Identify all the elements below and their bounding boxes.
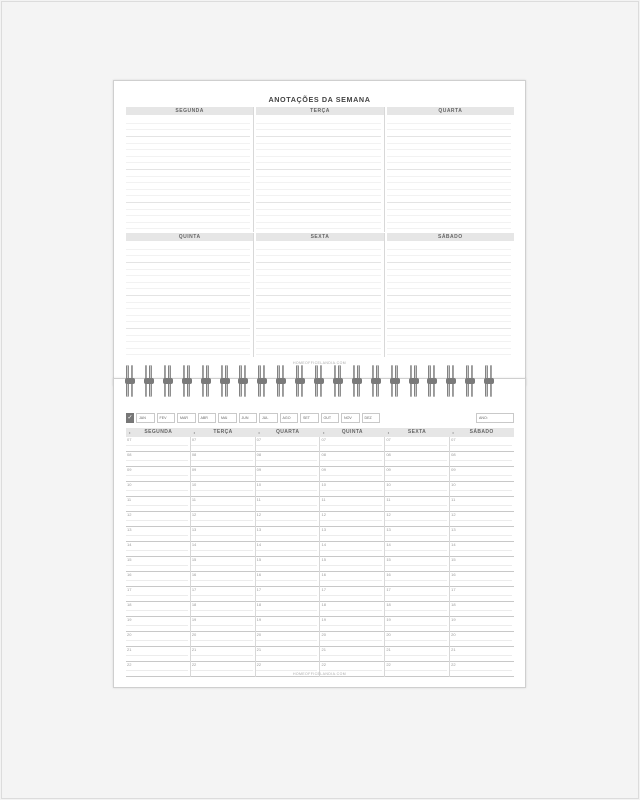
notes-day-header: QUINTA (126, 233, 253, 241)
hour-row[interactable] (320, 482, 384, 497)
hour-label: 13 (127, 527, 132, 532)
hour-row[interactable] (191, 542, 255, 557)
notes-day-header: QUARTA (387, 107, 514, 115)
hour-row[interactable] (126, 512, 190, 527)
hour-row[interactable] (256, 512, 320, 527)
hour-label: 11 (191, 497, 196, 502)
month-list (136, 413, 380, 423)
hour-row[interactable] (256, 527, 320, 542)
hour-row[interactable] (191, 497, 255, 512)
hour-row[interactable] (385, 512, 449, 527)
hour-label: 08 (127, 452, 132, 457)
binding-ring (125, 365, 135, 397)
hour-label: 16 (127, 572, 132, 577)
hour-label: 14 (386, 542, 391, 547)
hour-row[interactable] (191, 452, 255, 467)
hour-row[interactable] (191, 557, 255, 572)
hour-row[interactable] (126, 497, 190, 512)
week-day-header: • QUINTA (320, 428, 385, 437)
notes-column-sabado (387, 233, 514, 357)
hour-row[interactable] (385, 497, 449, 512)
hour-row[interactable] (385, 467, 449, 482)
day-column (450, 437, 514, 677)
hour-row[interactable] (385, 557, 449, 572)
ruled-lines (256, 243, 380, 357)
month-box-mar[interactable]: MAR (177, 413, 196, 423)
hour-row[interactable] (320, 587, 384, 602)
binding-ring (314, 365, 324, 397)
hour-row[interactable] (256, 572, 320, 587)
hour-label: 08 (256, 452, 262, 457)
binding-ring (144, 365, 154, 397)
hour-row[interactable] (126, 572, 190, 587)
hour-row[interactable] (450, 527, 514, 542)
month-box-jun[interactable]: JUN (239, 413, 258, 423)
notes-day-header: TERÇA (256, 107, 383, 115)
notes-row-1 (126, 107, 514, 232)
week-schedule (126, 428, 514, 677)
binding-ring (295, 365, 305, 397)
hour-label: 07 (191, 437, 197, 442)
year-field[interactable]: ANO: (476, 413, 514, 423)
hour-label: 18 (386, 602, 391, 607)
hour-label: 18 (256, 602, 262, 607)
hour-label: 08 (451, 452, 456, 457)
hour-label: 15 (451, 557, 456, 562)
hour-label: 16 (386, 572, 391, 577)
hour-label: 17 (321, 587, 326, 592)
hour-label: 16 (256, 572, 262, 577)
hour-row[interactable] (320, 497, 384, 512)
month-box-set[interactable]: SET (300, 413, 319, 423)
day-column (256, 437, 321, 677)
month-box-mai[interactable]: MAI (218, 413, 237, 423)
hour-row[interactable] (450, 467, 514, 482)
ruled-lines (387, 117, 511, 232)
hour-row[interactable] (320, 542, 384, 557)
check-icon[interactable]: ✓ (127, 415, 133, 421)
hour-label: 15 (386, 557, 391, 562)
binding-ring (163, 365, 173, 397)
hour-row[interactable] (450, 602, 514, 617)
binding-ring (257, 365, 267, 397)
week-day-header: • SEGUNDA (126, 428, 191, 437)
hour-row[interactable] (450, 557, 514, 572)
hour-label: 09 (191, 467, 197, 472)
hour-row[interactable] (256, 632, 320, 647)
month-box-fev[interactable]: FEV (157, 413, 176, 423)
hour-row[interactable] (256, 602, 320, 617)
hour-row[interactable] (320, 557, 384, 572)
hour-label: 18 (451, 602, 456, 607)
notes-day-header: SEXTA (256, 233, 383, 241)
hour-row[interactable] (450, 512, 514, 527)
hour-row[interactable] (450, 482, 514, 497)
notes-row-2 (126, 233, 514, 357)
hour-row[interactable] (126, 587, 190, 602)
hour-row[interactable] (450, 452, 514, 467)
hour-label: 09 (321, 467, 326, 472)
hour-row[interactable] (126, 617, 190, 632)
hour-label: 15 (127, 557, 132, 562)
hour-label: 17 (386, 587, 391, 592)
binding-ring (201, 365, 211, 397)
notes-column-terca (256, 107, 384, 232)
hour-label: 11 (386, 497, 391, 502)
hour-row[interactable] (450, 587, 514, 602)
hour-row[interactable] (385, 587, 449, 602)
hour-row[interactable] (126, 632, 190, 647)
week-day-header: • SEXTA (385, 428, 450, 437)
ruled-lines (126, 117, 250, 232)
hour-label: 20 (256, 632, 262, 637)
hour-label: 15 (191, 557, 197, 562)
planner-page (113, 378, 526, 688)
hour-row[interactable] (320, 647, 384, 662)
hour-row[interactable] (191, 632, 255, 647)
hour-label: 21 (321, 647, 326, 652)
month-box-out[interactable]: OUT (321, 413, 340, 423)
hour-label: 14 (127, 542, 132, 547)
hour-label: 10 (256, 482, 262, 487)
hour-label: 09 (386, 467, 391, 472)
hour-label: 22 (386, 662, 391, 667)
day-column (385, 437, 450, 677)
hour-label: 09 (127, 467, 132, 472)
hour-label: 21 (191, 647, 197, 652)
hour-label: 20 (386, 632, 391, 637)
hour-label: 19 (321, 617, 326, 622)
hour-label: 14 (321, 542, 326, 547)
hour-label: 08 (191, 452, 197, 457)
hour-label: 22 (256, 662, 262, 667)
hour-label: 13 (451, 527, 456, 532)
hour-label: 16 (321, 572, 326, 577)
hour-row[interactable] (320, 602, 384, 617)
hour-row[interactable] (385, 482, 449, 497)
hour-label: 07 (321, 437, 326, 442)
notes-footer-url: HOMEOFFICELANDIA.COM (292, 361, 347, 365)
hour-row[interactable] (191, 587, 255, 602)
month-box-ago[interactable]: AGO (280, 413, 299, 423)
binding-ring (333, 365, 343, 397)
hour-row[interactable] (385, 572, 449, 587)
hour-row[interactable] (450, 617, 514, 632)
hour-label: 19 (256, 617, 262, 622)
week-header (126, 428, 514, 437)
hour-label: 22 (451, 662, 456, 667)
hour-label: 13 (256, 527, 262, 532)
hour-row[interactable] (385, 437, 449, 452)
binding-ring (182, 365, 192, 397)
month-box-jan[interactable]: JAN (136, 413, 155, 423)
notes-column-quinta (126, 233, 254, 357)
hour-row[interactable] (450, 572, 514, 587)
hour-label: 12 (256, 512, 262, 517)
binding-ring (446, 365, 456, 397)
hour-row[interactable] (126, 527, 190, 542)
hour-label: 10 (127, 482, 132, 487)
hour-row[interactable] (126, 452, 190, 467)
hour-row[interactable] (320, 617, 384, 632)
binding-ring (484, 365, 494, 397)
hour-row[interactable] (450, 542, 514, 557)
notes-column-segunda (126, 107, 254, 232)
hour-row[interactable] (385, 542, 449, 557)
month-box-dez[interactable]: DEZ (362, 413, 381, 423)
hour-row[interactable] (191, 467, 255, 482)
hour-row[interactable] (126, 542, 190, 557)
binding-ring (352, 365, 362, 397)
hour-row[interactable] (126, 557, 190, 572)
planner-footer-url: HOMEOFFICELANDIA.COM (292, 672, 347, 676)
hour-row[interactable] (385, 617, 449, 632)
hour-label: 13 (386, 527, 391, 532)
hour-row[interactable] (126, 602, 190, 617)
hour-label: 07 (256, 437, 262, 442)
hour-label: 11 (451, 497, 456, 502)
hour-label: 17 (127, 587, 132, 592)
hour-row[interactable] (256, 437, 320, 452)
hour-row[interactable] (320, 632, 384, 647)
hour-row[interactable] (450, 437, 514, 452)
hour-row[interactable] (126, 647, 190, 662)
hour-row[interactable] (385, 452, 449, 467)
hour-label: 08 (386, 452, 391, 457)
hour-label: 18 (127, 602, 132, 607)
hour-label: 14 (451, 542, 456, 547)
day-column (191, 437, 256, 677)
hour-label: 20 (451, 632, 456, 637)
hour-row[interactable] (450, 647, 514, 662)
day-column (126, 437, 191, 677)
hour-row[interactable] (256, 542, 320, 557)
notes-title: ANOTAÇÕES DA SEMANA (268, 95, 371, 104)
week-grid (126, 437, 514, 677)
hour-label: 17 (191, 587, 197, 592)
hour-label: 21 (127, 647, 132, 652)
hour-label: 16 (451, 572, 456, 577)
hour-row[interactable] (256, 647, 320, 662)
ruled-lines (387, 243, 511, 357)
binding-ring (409, 365, 419, 397)
hour-label: 19 (451, 617, 456, 622)
hour-row[interactable] (191, 527, 255, 542)
hour-row[interactable] (126, 437, 190, 452)
binding-ring (276, 365, 286, 397)
notes-column-quarta (387, 107, 514, 232)
hour-label: 22 (191, 662, 197, 667)
hour-row[interactable] (256, 452, 320, 467)
binding-ring (371, 365, 381, 397)
binding-ring (220, 365, 230, 397)
hour-row[interactable] (320, 452, 384, 467)
hour-row[interactable] (126, 482, 190, 497)
notes-page (113, 80, 526, 386)
week-day-header: • QUARTA (255, 428, 320, 437)
hour-label: 11 (321, 497, 326, 502)
hour-row[interactable] (191, 572, 255, 587)
hour-label: 14 (191, 542, 197, 547)
hour-label: 20 (127, 632, 132, 637)
hour-label: 07 (127, 437, 132, 442)
hour-label: 12 (191, 512, 197, 517)
hour-row[interactable] (320, 527, 384, 542)
hour-label: 17 (256, 587, 262, 592)
hour-label: 22 (321, 662, 326, 667)
hour-row[interactable] (191, 602, 255, 617)
hour-label: 14 (256, 542, 262, 547)
hour-label: 07 (451, 437, 456, 442)
hour-label: 17 (451, 587, 456, 592)
hour-row[interactable] (256, 482, 320, 497)
hour-label: 12 (451, 512, 456, 517)
week-day-header: • SÁBADO (449, 428, 514, 437)
hour-row[interactable] (191, 617, 255, 632)
hour-row[interactable] (320, 467, 384, 482)
hour-row[interactable] (191, 647, 255, 662)
hour-row[interactable] (385, 647, 449, 662)
hour-row[interactable] (256, 587, 320, 602)
hour-row[interactable] (256, 497, 320, 512)
hour-row[interactable] (320, 512, 384, 527)
hour-label: 12 (127, 512, 132, 517)
hour-row[interactable] (450, 497, 514, 512)
hour-label: 13 (321, 527, 326, 532)
ruled-lines (126, 243, 250, 357)
hour-row[interactable] (191, 482, 255, 497)
hour-label: 19 (191, 617, 197, 622)
hour-label: 20 (321, 632, 326, 637)
hour-row[interactable] (385, 527, 449, 542)
hour-label: 22 (127, 662, 132, 667)
hour-label: 13 (191, 527, 197, 532)
hour-row[interactable] (256, 617, 320, 632)
hour-label: 15 (256, 557, 262, 562)
hour-row[interactable] (256, 467, 320, 482)
hour-label: 21 (451, 647, 456, 652)
day-column (320, 437, 385, 677)
hour-label: 21 (256, 647, 262, 652)
hour-label: 10 (321, 482, 326, 487)
hour-row[interactable] (450, 632, 514, 647)
hour-row[interactable] (320, 572, 384, 587)
hour-label: 10 (386, 482, 391, 487)
hour-row[interactable] (385, 602, 449, 617)
hour-label: 18 (321, 602, 326, 607)
hour-label: 12 (386, 512, 391, 517)
ruled-lines (256, 117, 380, 232)
hour-row[interactable] (385, 632, 449, 647)
binding-ring (465, 365, 475, 397)
hour-row[interactable] (320, 437, 384, 452)
notes-column-sexta (256, 233, 384, 357)
hour-label: 10 (191, 482, 197, 487)
month-box-nov[interactable]: NOV (341, 413, 360, 423)
hour-label: 21 (386, 647, 391, 652)
hour-label: 19 (386, 617, 391, 622)
binding-ring (427, 365, 437, 397)
month-box-abr[interactable]: ABR (198, 413, 217, 423)
notes-day-header: SEGUNDA (126, 107, 253, 115)
hour-row[interactable] (256, 557, 320, 572)
hour-label: 18 (191, 602, 197, 607)
month-box-jul[interactable]: JUL (259, 413, 278, 423)
spiral-binding (113, 360, 526, 400)
hour-label: 09 (256, 467, 262, 472)
hour-label: 20 (191, 632, 197, 637)
month-selector (126, 413, 514, 423)
week-day-header: • TERÇA (191, 428, 256, 437)
hour-label: 15 (321, 557, 326, 562)
binding-ring (390, 365, 400, 397)
hour-label: 09 (451, 467, 456, 472)
hour-label: 07 (386, 437, 391, 442)
hour-row[interactable] (191, 437, 255, 452)
hour-label: 12 (321, 512, 326, 517)
notes-day-header: SÁBADO (387, 233, 514, 241)
hour-label: 08 (321, 452, 326, 457)
hour-label: 19 (127, 617, 132, 622)
hour-label: 11 (256, 497, 261, 502)
hour-label: 16 (191, 572, 197, 577)
hour-label: 11 (127, 497, 132, 502)
binding-ring (238, 365, 248, 397)
hour-label: 10 (451, 482, 456, 487)
hour-row[interactable] (126, 467, 190, 482)
hour-row[interactable] (191, 512, 255, 527)
